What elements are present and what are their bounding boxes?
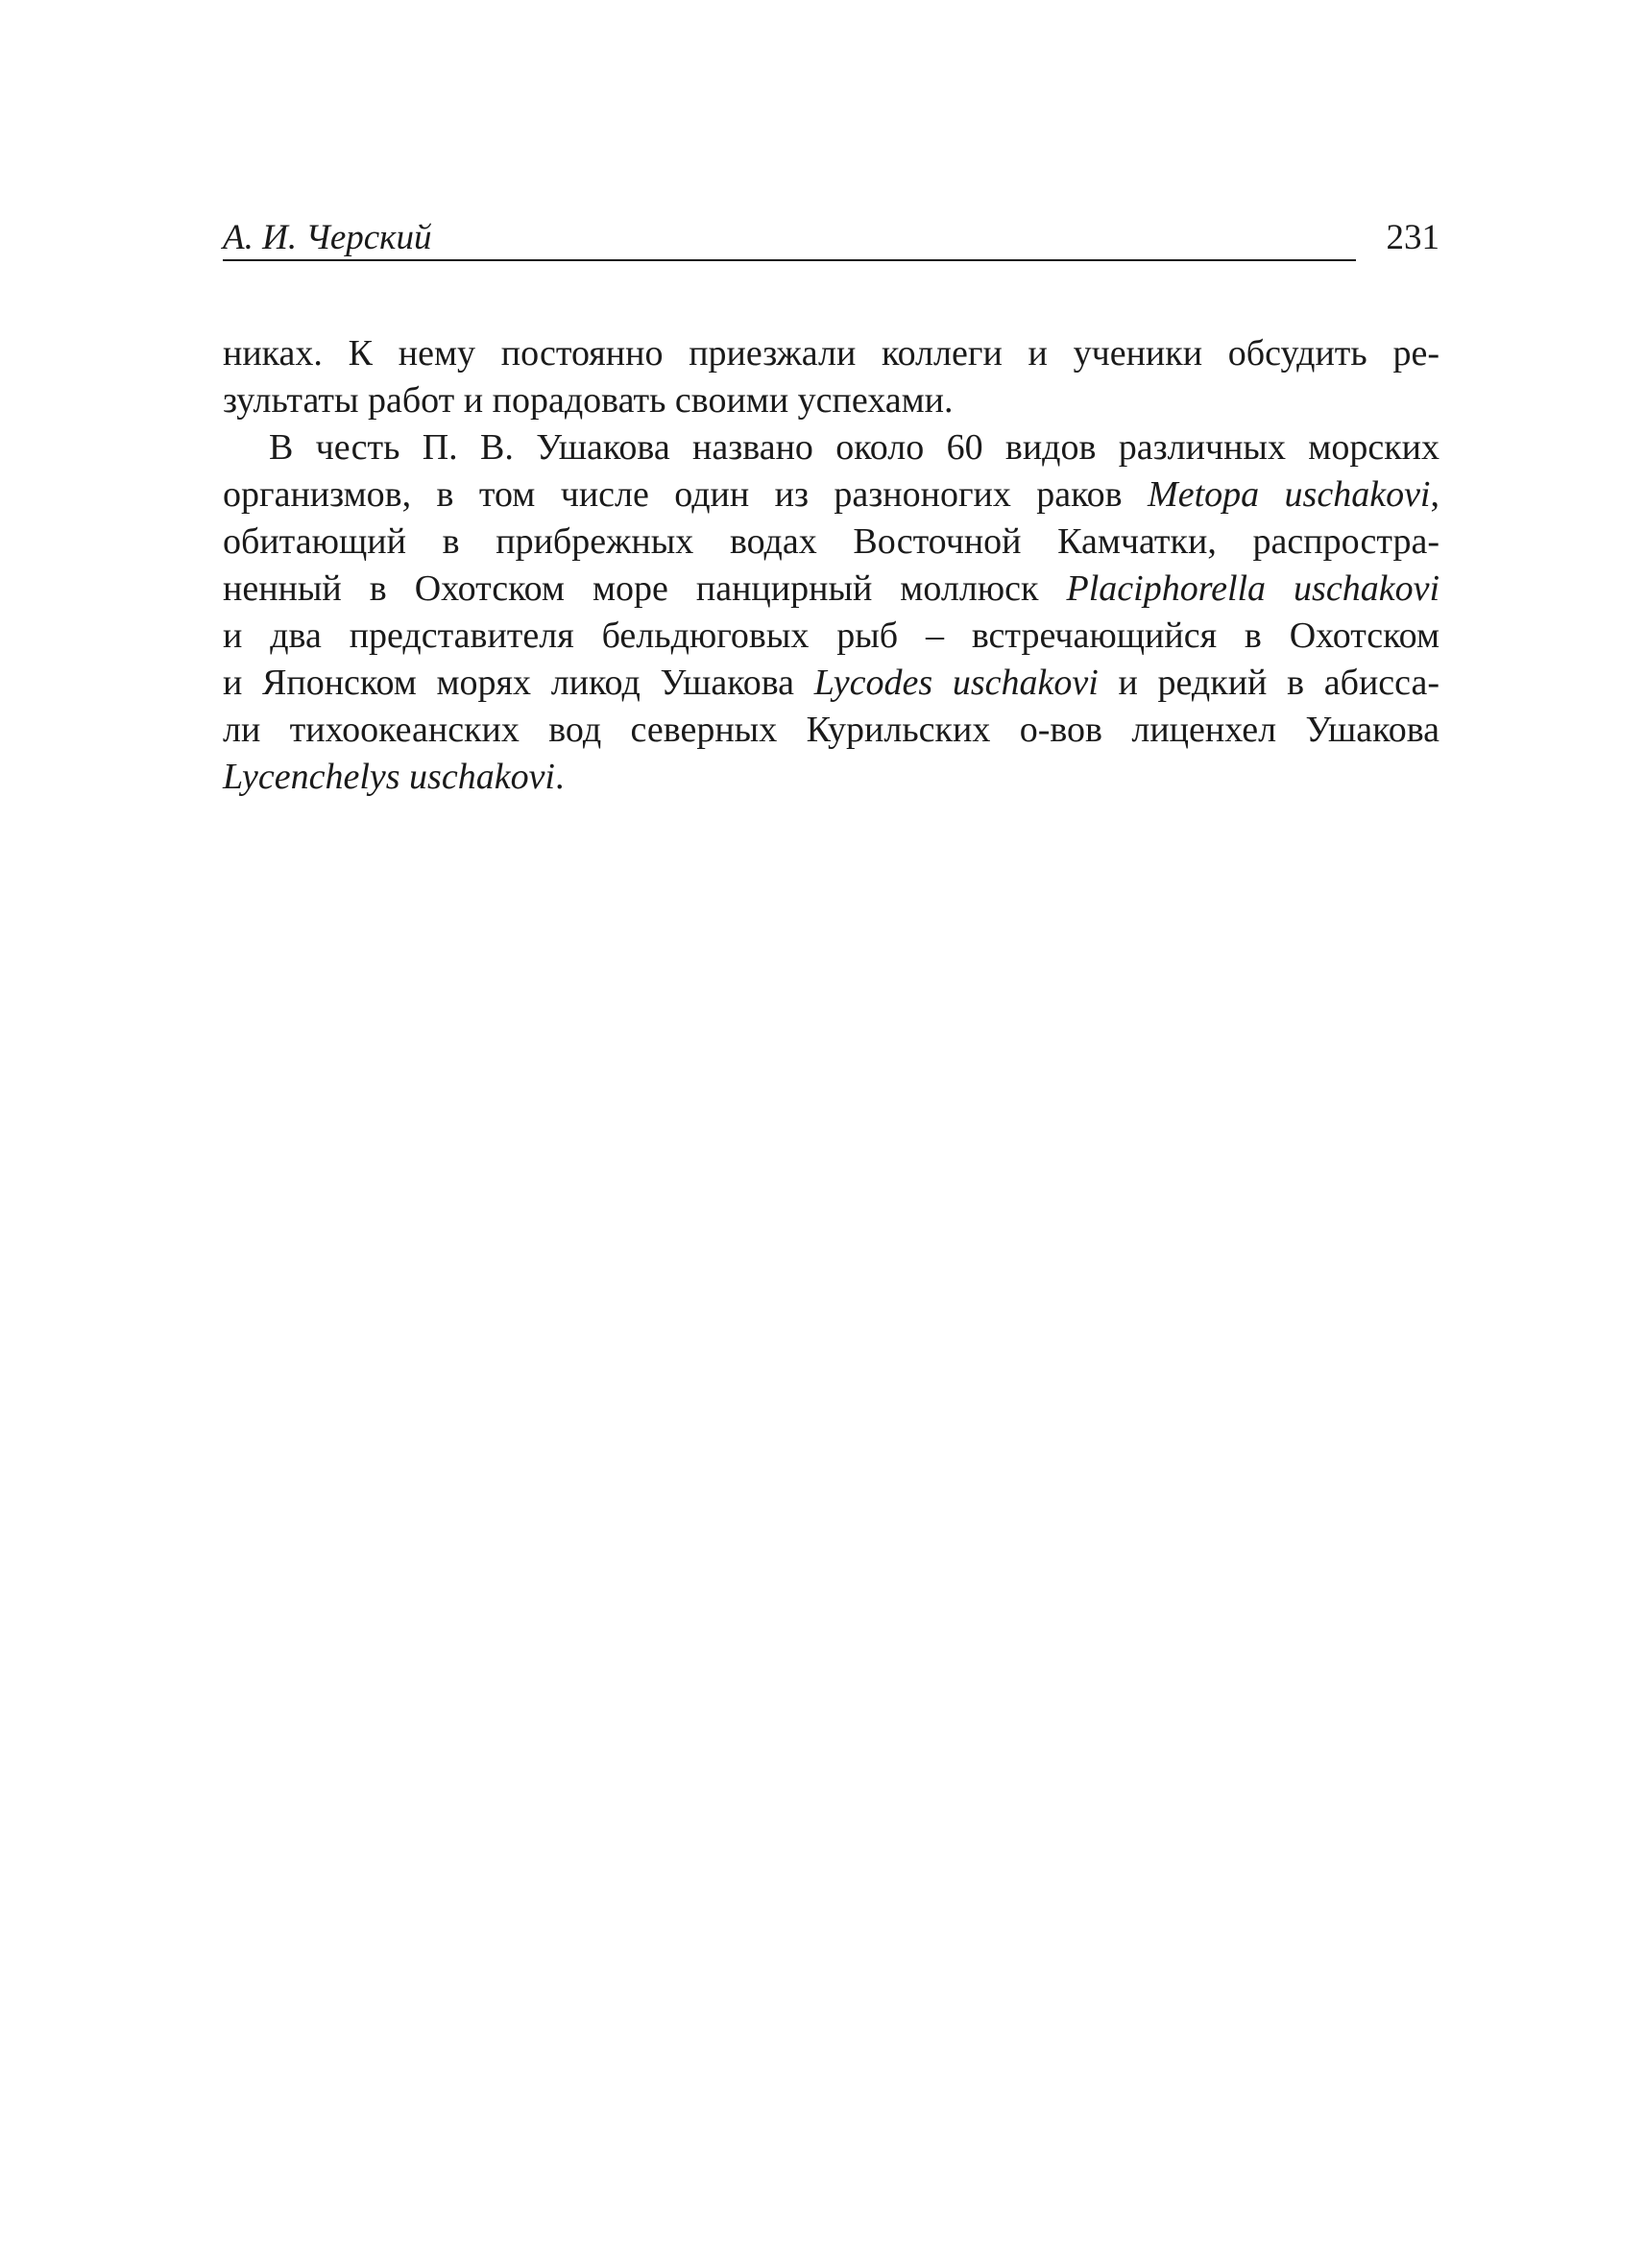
paragraph-2-line-5: и два представителя бельдюговых рыб – встречающийся в Охотском	[223, 615, 1439, 656]
text-run: организмов, в том числе один из разноногих раков	[223, 474, 1149, 515]
text-run: ,	[1430, 474, 1439, 515]
header-rule	[223, 259, 1356, 261]
paragraph-2-line-4	[223, 566, 1439, 613]
text-run: ненный в Охотском море панцирный моллюск	[223, 568, 1067, 609]
paragraph-2-line-6	[223, 660, 1439, 707]
species-name-placiphorella: Placiphorella uschakovi	[1066, 568, 1439, 609]
body-text	[223, 330, 1439, 801]
text-run: .	[555, 757, 565, 797]
species-name-metopa: Metopa uschakovi	[1148, 474, 1431, 515]
species-name-lycenchelys: Lycenchelys uschakovi	[223, 757, 555, 797]
paragraph-1-line-2: зультаты работ и порадовать своими успехами.	[223, 380, 954, 421]
paragraph-2-line-2	[223, 471, 1439, 519]
paragraph-2-line-3: обитающий в прибрежных водах Восточной Камчатки, распростра-	[223, 521, 1439, 562]
paragraph-2-line-8	[223, 754, 1439, 801]
page-number: 231	[1386, 218, 1439, 257]
text-run: и редкий в абисса-	[1098, 663, 1439, 703]
paragraph-2-line-7: ли тихоокеанских вод северных Курильских о-вов лиценхел Ушакова	[223, 710, 1439, 750]
text-run: и Японском морях ликод Ушакова	[223, 663, 814, 703]
paragraph-2-line-1: В честь П. В. Ушакова названо около 60 видов различных морских	[269, 427, 1439, 468]
paragraph-1-line-1: никах. К нему постоянно приезжали коллеги и ученики обсудить ре-	[223, 333, 1439, 374]
species-name-lycodes: Lycodes uschakovi	[813, 663, 1099, 703]
running-head-title: А. И. Черский	[223, 218, 432, 257]
running-head	[223, 213, 1439, 263]
